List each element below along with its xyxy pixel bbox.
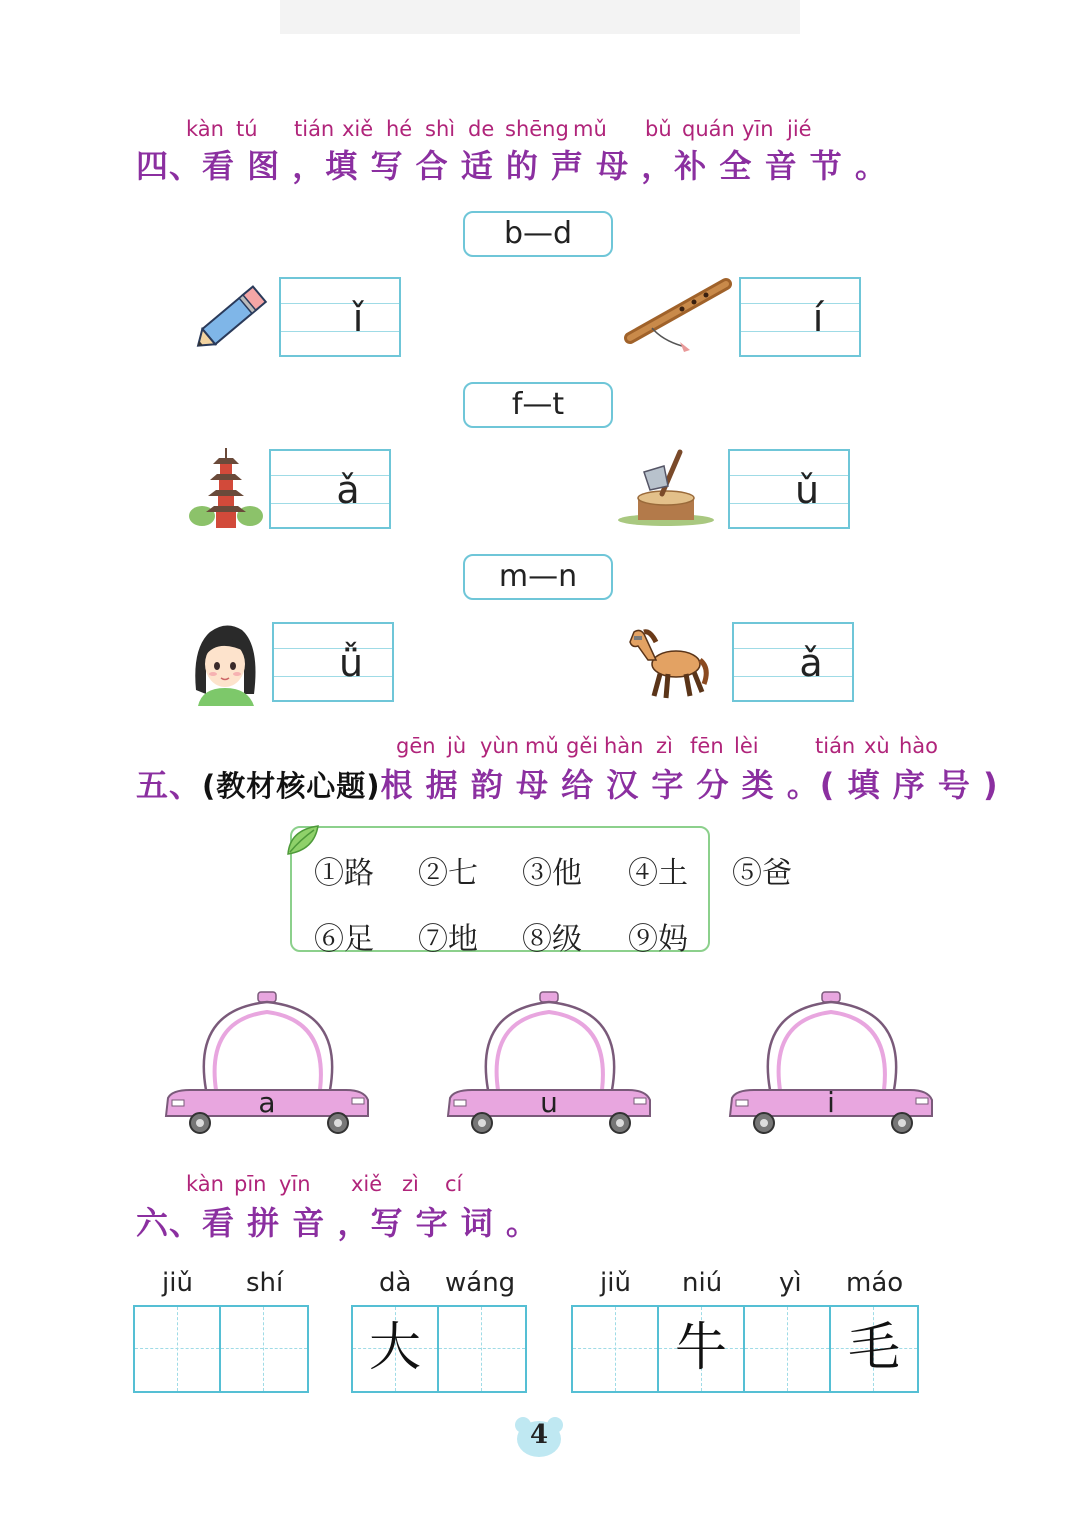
char-option: ③他 [522,856,582,891]
page-header-strip [280,0,800,34]
char-option: ⑤爸 [732,856,792,891]
pinyin: bǔ [645,117,672,141]
pinyin: xiě [351,1172,383,1196]
writing-grid[interactable] [351,1305,527,1393]
pagoda-icon [188,446,264,530]
pinyin: quán [682,117,735,141]
car-category [162,990,372,1135]
word-pinyin: jiǔ [162,1268,193,1298]
pinyin: fēn [690,734,724,758]
pinyin: yùn [480,734,520,758]
char-option: ④土 [628,856,688,891]
pinyin: mǔ [573,117,607,141]
pinyin: xù [864,734,890,758]
vowel-text: í [812,296,824,340]
pinyin: jié [787,117,812,141]
range-label: f—t [463,382,613,428]
word-pinyin: máo [846,1268,904,1298]
pinyin-grid[interactable] [732,622,854,702]
pinyin: hàn [604,734,644,758]
pinyin-grid[interactable] [272,622,394,702]
char-option: ⑦地 [418,922,478,957]
car-vowel-label: i [827,1086,835,1119]
pinyin: hào [899,734,939,758]
page-number: 4 [529,1420,549,1450]
vowel-text: ǔ [794,468,820,512]
car-vowel-label: u [540,1086,558,1119]
pinyin: de [468,117,495,141]
word-pinyin: dà [379,1268,412,1298]
word-pinyin: shí [246,1268,284,1298]
pinyin-grid[interactable] [269,449,391,529]
pinyin: shēng [505,117,569,141]
horse-icon [626,620,710,704]
vowel-text: ǎ [336,468,360,512]
pinyin: pīn [234,1172,267,1196]
pinyin: mǔ [525,734,559,758]
grid-char: 大 [368,1318,421,1378]
pinyin: gěi [566,734,599,758]
pinyin: kàn [186,117,224,141]
pinyin-grid[interactable] [728,449,850,529]
girl-icon [188,618,262,706]
axe-stump-icon [614,446,718,530]
pinyin: yīn [279,1172,311,1196]
pinyin: kàn [186,1172,224,1196]
pinyin: lèi [734,734,759,758]
car-vowel-label: a [258,1086,276,1119]
flute-icon [622,276,734,356]
section-title-text: 看 图 ，填 写 合 适 的 声 母 ，补 全 音 节 。 [202,147,888,185]
section-number: 六、 [136,1204,203,1242]
pinyin: shì [425,117,456,141]
char-option: ①路 [314,856,374,891]
word-pinyin: jiǔ [600,1268,631,1298]
pinyin-grid[interactable] [739,277,861,357]
section-4-title [136,141,888,187]
section-5-title [136,760,999,806]
pinyin: cí [445,1172,463,1196]
pinyin: tián [815,734,856,758]
vowel-text: ǎ [799,641,823,685]
range-label: b—d [463,211,613,257]
pinyin-grid[interactable] [279,277,401,357]
car-category [444,990,654,1135]
section-6-title [136,1198,539,1244]
char-option: ⑥足 [314,922,374,957]
pinyin: gēn [396,734,436,758]
grid-char: 牛 [674,1318,727,1378]
car-category [726,990,936,1135]
word-pinyin: niú [682,1268,723,1298]
vowel-text: ǚ [338,641,364,685]
pencil-icon [188,276,274,360]
pinyin: hé [386,117,413,141]
word-pinyin: yì [779,1268,802,1298]
section-number: 五、 [136,766,203,804]
char-option: ②七 [418,856,478,891]
char-option: ⑧级 [522,922,582,957]
pinyin: zì [402,1172,419,1196]
pinyin: yīn [742,117,774,141]
character-options-box [290,826,792,957]
pinyin: tián [294,117,335,141]
section-tag: (教材核心题) [202,769,381,803]
word-pinyin: wáng [445,1268,516,1298]
pinyin: jù [447,734,467,758]
pinyin: xiě [342,117,374,141]
section-title-text: 根 据 韵 母 给 汉 字 分 类 。( 填 序 号 ) [380,766,999,804]
grid-char: 毛 [847,1318,900,1378]
range-label: m—n [463,554,613,600]
vowel-text: ǐ [352,296,364,340]
writing-grid[interactable] [571,1305,919,1393]
pinyin: tú [236,117,258,141]
pinyin: zì [656,734,673,758]
section-title-text: 看 拼 音 ，写 字 词 。 [202,1204,539,1242]
char-option: ⑨妈 [628,922,688,957]
section-number: 四、 [136,147,203,185]
page-number-badge [514,1416,564,1458]
writing-grid[interactable] [133,1305,309,1393]
